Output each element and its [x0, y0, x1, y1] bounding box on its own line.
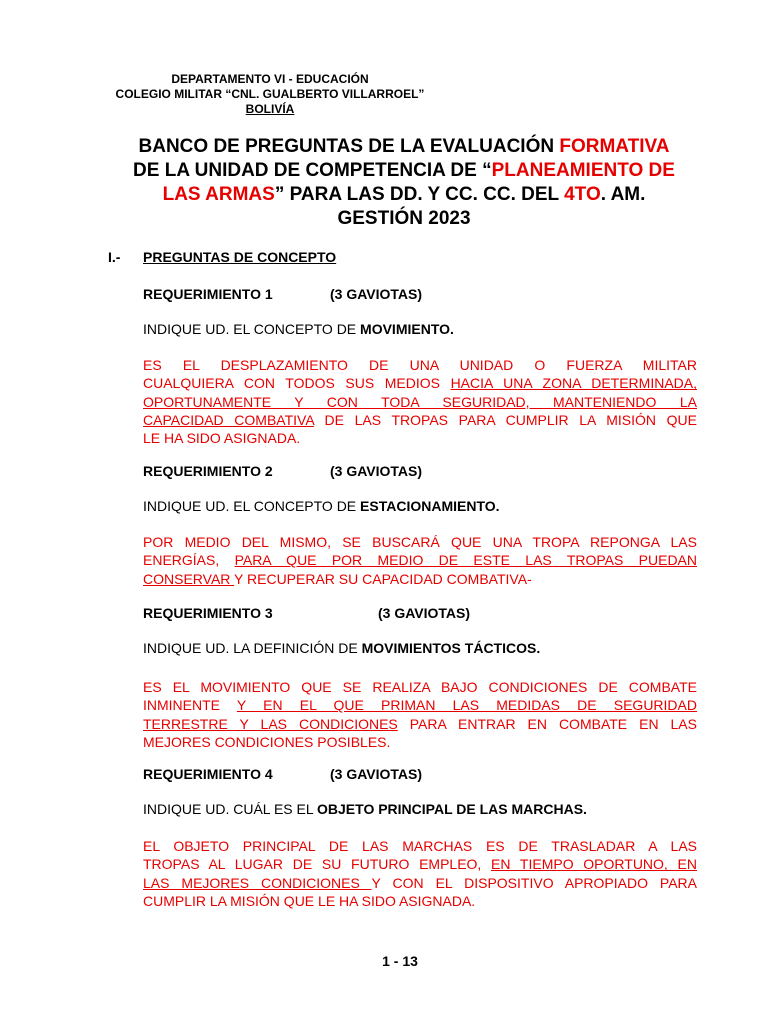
question-text: [143, 321, 454, 337]
answer-line: [143, 892, 697, 910]
question-prefix: INDIQUE UD. CUÁL ES EL: [143, 801, 318, 817]
title-text: BANCO DE PREGUNTAS DE LA EVALUACIÓN: [138, 136, 560, 157]
answer-line: [143, 733, 697, 751]
answer-line: [143, 855, 697, 873]
answer-underlined: Y EN EL QUE PRIMAN LAS MEDIDAS DE SEGURIDAD: [236, 697, 697, 714]
question-prefix: INDIQUE UD. EL CONCEPTO DE: [143, 498, 361, 514]
requirement-label: REQUERIMIENTO 4: [143, 766, 273, 782]
college-line: COLEGIO MILITAR “CNL. GUALBERTO VILLARROEL”: [115, 87, 425, 101]
answer-underlined: CONSERVAR: [143, 570, 235, 587]
answer-line: [143, 678, 697, 696]
answer-line: [143, 715, 697, 733]
answer-underlined: PARA QUE POR MEDIO DE ESTE LAS TROPAS PUEDAN: [234, 552, 697, 569]
page-number: 1 - 13: [382, 953, 418, 969]
answer-segment: ENERGÍAS,: [143, 552, 235, 569]
answer-segment: INMINENTE: [143, 697, 237, 714]
answer-underlined: CAPACIDAD COMBATIVA: [143, 411, 314, 428]
answer-underlined: TERRESTRE Y LAS CONDICIONES: [143, 715, 398, 732]
answer-line: [143, 356, 697, 374]
title-line-2: [90, 159, 718, 183]
answer-line: [143, 570, 697, 588]
answer-segment: CUALQUIERA CON TODOS SUS MEDIOS: [143, 375, 451, 392]
question-keyword: ESTACIONAMIENTO.: [360, 498, 500, 514]
question-keyword: MOVIMIENTOS TÁCTICOS.: [361, 640, 541, 656]
question-prefix: INDIQUE UD. EL CONCEPTO DE: [143, 321, 361, 337]
title-highlight: FORMATIVA: [559, 136, 670, 157]
requirement-label: REQUERIMIENTO 2: [143, 463, 273, 479]
answer-segment: EL OBJETO PRINCIPAL DE LAS MARCHAS ES DE TRASLADAR A LAS: [143, 838, 697, 854]
question-keyword: MOVIMIENTO.: [360, 321, 454, 337]
question-keyword: OBJETO PRINCIPAL DE LAS MARCHAS.: [317, 801, 587, 817]
section-title: PREGUNTAS DE CONCEPTO: [143, 249, 337, 265]
requirement-points: (3 GAVIOTAS): [330, 286, 423, 302]
question-text: [143, 498, 500, 514]
answer-segment: Y CON EL DISPOSITIVO APROPIADO PARA: [371, 874, 698, 891]
answer-line: [143, 429, 697, 447]
title-highlight: 4TO: [564, 184, 601, 205]
title-text: DE LA UNIDAD DE COMPETENCIA DE “: [133, 160, 492, 181]
title-line-3: [90, 183, 718, 207]
answer-line: [143, 837, 697, 855]
answer-text: [143, 533, 697, 588]
answer-segment: LE HA SIDO ASIGNADA.: [143, 430, 301, 447]
answer-underlined: OPORTUNAMENTE Y CON TODA SEGURIDAD, MANTENIENDO LA: [143, 393, 697, 410]
title-line-4: GESTIÓN 2023: [337, 208, 471, 229]
question-text: [143, 640, 540, 656]
requirement-points: (3 GAVIOTAS): [330, 463, 423, 479]
answer-segment: TROPAS AL LUGAR DE SU FUTURO EMPLEO,: [143, 856, 492, 873]
answer-segment: ES EL DESPLAZAMIENTO DE UNA UNIDAD O FUERZA MILITAR: [143, 357, 697, 373]
answer-segment: PARA ENTRAR EN COMBATE EN LAS: [397, 715, 697, 732]
answer-line: [143, 696, 697, 714]
title-text: ” PARA LAS DD. Y CC. CC. DEL: [274, 184, 565, 205]
country-line: BOLIVÍA: [245, 102, 295, 116]
answer-line: [143, 374, 697, 392]
answer-line: [143, 393, 697, 411]
answer-text: [143, 678, 697, 751]
answer-underlined: LAS MEJORES CONDICIONES: [143, 874, 372, 891]
title-highlight: LAS ARMAS: [162, 184, 275, 205]
title-text: . AM.: [600, 184, 646, 205]
answer-underlined: HACIA UNA ZONA DETERMINADA,: [450, 375, 698, 392]
answer-text: [143, 837, 697, 910]
title-highlight: PLANEAMIENTO DE: [491, 160, 675, 181]
answer-segment: DE LAS TROPAS PARA CUMPLIR LA MISIÓN QUE: [313, 411, 697, 428]
answer-segment: MEJORES CONDICIONES POSIBLES.: [143, 733, 391, 750]
department-line: DEPARTAMENTO VI - EDUCACIÓN: [171, 72, 369, 86]
answer-text: [143, 356, 697, 447]
requirement-label: REQUERIMIENTO 3: [143, 605, 273, 621]
answer-line: [143, 533, 697, 551]
answer-underlined: EN TIEMPO OPORTUNO, EN: [491, 856, 697, 873]
requirement-points: (3 GAVIOTAS): [330, 766, 423, 782]
question-text: [143, 801, 587, 817]
answer-segment: POR MEDIO DEL MISMO, SE BUSCARÁ QUE UNA TROPA REPONGA LAS: [143, 534, 697, 550]
question-prefix: INDIQUE UD. LA DEFINICIÓN DE: [143, 640, 362, 656]
answer-segment: ES EL MOVIMIENTO QUE SE REALIZA BAJO CONDICIONES DE COMBATE: [143, 679, 697, 695]
requirement-points: (3 GAVIOTAS): [378, 605, 471, 621]
answer-line: [143, 551, 697, 569]
section-number: I.-: [108, 249, 121, 265]
answer-segment: CUMPLIR LA MISIÓN QUE LE HA SIDO ASIGNADA.: [143, 892, 476, 909]
requirement-label: REQUERIMIENTO 1: [143, 286, 273, 302]
answer-line: [143, 411, 697, 429]
answer-segment: Y RECUPERAR SU CAPACIDAD COMBATIVA-: [234, 570, 532, 587]
title-line-1: [90, 135, 718, 159]
answer-line: [143, 874, 697, 892]
